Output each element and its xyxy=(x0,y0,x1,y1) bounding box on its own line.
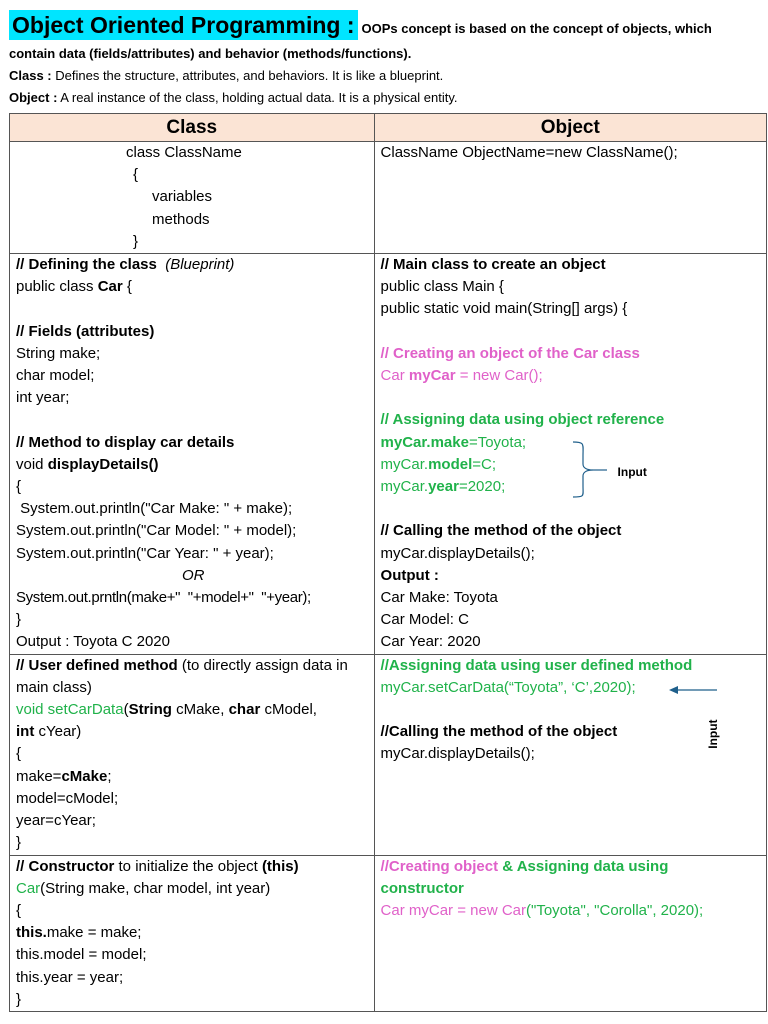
row1-object-cell xyxy=(374,142,766,254)
class-def-text: Defines the structure, attributes, and behaviors. It is like a blueprint. xyxy=(51,68,444,83)
this-year-assign: this.year = year; xyxy=(16,968,124,986)
blank-line xyxy=(381,498,760,520)
type-car: Car xyxy=(380,367,409,385)
assign-year: year=cYear; xyxy=(16,812,96,830)
table-row xyxy=(10,855,767,1011)
comment-constructor-word: constructor xyxy=(380,879,464,897)
print-model: System.out.println("Car Model: " + model); xyxy=(16,522,297,540)
table-row xyxy=(10,254,767,655)
print-combined: System.out.prntln(make+" "+model+" "+year); xyxy=(16,589,311,607)
call-display-details: myCar.displayDetails(); xyxy=(380,745,535,763)
brace-open-line: { xyxy=(16,901,22,919)
header-class: Class xyxy=(10,114,375,142)
code-line xyxy=(16,276,368,298)
field-make: String make; xyxy=(16,344,101,362)
comment-call-method: // Calling the method of the object xyxy=(380,522,622,540)
keyword-this: this. xyxy=(16,924,47,942)
assign-make: make= xyxy=(16,767,62,785)
var-mycar: myCar xyxy=(408,367,456,385)
output-make: Car Make: Toyota xyxy=(380,589,498,607)
output-label: Output : xyxy=(380,566,439,584)
code-line xyxy=(16,655,368,699)
class-name-car: Car xyxy=(97,278,123,296)
comment-assign-reference: // Assigning data using object reference xyxy=(380,411,665,429)
code-line xyxy=(16,878,368,900)
syntax-methods: methods xyxy=(152,210,210,228)
row3-class-cell xyxy=(10,654,375,855)
syntax-class-line: class ClassName xyxy=(126,144,242,161)
type-char: char xyxy=(228,701,261,719)
print-make: System.out.println("Car Make: " + make); xyxy=(16,500,293,518)
mycar-make: myCar.make xyxy=(380,433,469,451)
param-cmake: cMake, xyxy=(171,701,229,719)
table-header-row xyxy=(10,114,767,142)
code-line xyxy=(16,922,368,944)
comment-user-defined: // User defined method xyxy=(16,656,178,674)
object-def-text: A real instance of the class, holding actual data. It is a physical entity. xyxy=(57,90,458,105)
comment-assign-method: //Assigning data using user defined method xyxy=(380,656,693,674)
comment-main-class: // Main class to create an object xyxy=(380,256,606,274)
main-method: public static void main(String[] args) { xyxy=(380,300,628,318)
row2-object-cell xyxy=(374,254,766,655)
syntax-object-line: ClassName ObjectName=new ClassName(); xyxy=(380,144,678,161)
input-label: Input xyxy=(617,465,647,480)
assign-model: model=cModel; xyxy=(16,789,119,807)
object-term: Object : xyxy=(9,90,58,105)
brace-close-line: } xyxy=(16,611,22,629)
comment-constructor: // Constructor xyxy=(16,857,115,875)
type-string: String xyxy=(128,701,172,719)
blank-line xyxy=(381,387,760,409)
or-label: OR xyxy=(182,566,205,584)
constructor-args: ("Toyota", "Corolla", 2020); xyxy=(526,901,704,919)
table-row xyxy=(10,142,767,254)
blank-line xyxy=(16,409,368,431)
row3-object-cell xyxy=(374,654,766,855)
output-year: Car Year: 2020 xyxy=(380,633,481,651)
value-cmake: cMake xyxy=(61,767,108,785)
semicolon: ; xyxy=(107,767,112,785)
subtitle-part2: contain data (fields/attributes) and behavior (methods/functions). xyxy=(9,46,412,61)
brace-close-line: } xyxy=(16,834,22,852)
new-car-expr: = new Car(); xyxy=(455,367,543,385)
year-value: =2020; xyxy=(458,478,506,496)
mycar-prefix: myCar. xyxy=(380,455,429,473)
arrow-left-icon xyxy=(669,685,719,695)
year-key: year xyxy=(428,478,459,496)
public-class-main: public class Main { xyxy=(380,278,504,296)
curly-brace-icon xyxy=(571,440,611,500)
row1-class-cell xyxy=(10,142,375,254)
brace-open: { xyxy=(122,278,132,296)
comment-creating-object: //Creating object xyxy=(380,857,499,875)
class-term: Class : xyxy=(9,68,52,83)
method-display-details: displayDetails() xyxy=(47,455,159,473)
new-car-constructor: Car myCar = new Car xyxy=(380,901,526,919)
row4-object-cell xyxy=(374,855,766,1011)
intro-section xyxy=(9,10,761,109)
subtitle-part1: OOPs concept is based on the concept of objects, which xyxy=(361,21,712,36)
class-definition xyxy=(9,65,761,87)
output-line: Output : Toyota C 2020 xyxy=(16,633,170,651)
header-object: Object xyxy=(374,114,766,142)
keyword-void: void xyxy=(16,455,48,473)
keyword-public-class: public class xyxy=(16,278,98,296)
code-line xyxy=(16,454,368,476)
constructor-name: Car xyxy=(16,879,41,897)
print-year: System.out.println("Car Year: " + year); xyxy=(16,544,274,562)
comment-assigning: & Assigning data using xyxy=(498,857,669,875)
field-year: int year; xyxy=(16,389,70,407)
comment-method: // Method to display car details xyxy=(16,433,235,451)
row4-class-cell xyxy=(10,855,375,1011)
object-definition xyxy=(9,87,761,109)
comment-rest: (to directly assign data in main class) xyxy=(16,656,348,696)
comment-rest: to initialize the object xyxy=(114,857,262,875)
code-line xyxy=(381,856,760,878)
brace-close-line: } xyxy=(16,990,22,1008)
brace-open-line: { xyxy=(16,478,22,496)
blueprint-label: (Blueprint) xyxy=(165,256,235,274)
blank-line xyxy=(381,321,760,343)
page-title: Object Oriented Programming : xyxy=(9,10,358,40)
paren-open: ( xyxy=(123,701,129,719)
param-cyear: cYear) xyxy=(34,723,82,741)
constructor-params: (String make, char model, int year) xyxy=(40,879,271,897)
brace-open-line: { xyxy=(16,745,22,763)
comment-call-method: //Calling the method of the object xyxy=(380,723,618,741)
call-display-details: myCar.displayDetails(); xyxy=(380,544,535,562)
syntax-variables: variables xyxy=(152,188,213,206)
code-line xyxy=(16,766,368,788)
blank-line xyxy=(16,298,368,320)
code-line xyxy=(16,721,368,743)
code-line xyxy=(381,365,760,387)
code-line xyxy=(381,900,760,922)
model-value: =C; xyxy=(472,455,497,473)
title-row xyxy=(9,10,761,40)
model-key: model xyxy=(428,455,473,473)
syntax-close-brace: } xyxy=(133,232,139,250)
syntax-open-brace: { xyxy=(133,166,139,184)
code-line xyxy=(16,254,368,276)
comment-fields: // Fields (attributes) xyxy=(16,322,155,340)
this-label: (this) xyxy=(261,857,299,875)
make-value: =Toyota; xyxy=(468,433,527,451)
call-set-car-data: myCar.setCarData(“Toyota”, ‘C’,2020); xyxy=(380,678,636,696)
this-model-assign: this.model = model; xyxy=(16,946,147,964)
this-make-assign: make = make; xyxy=(46,924,142,942)
output-model: Car Model: C xyxy=(380,611,469,629)
comment-create-object: // Creating an object of the Car class xyxy=(380,344,640,362)
row2-class-cell xyxy=(10,254,375,655)
method-set-car-data: void setCarData xyxy=(16,701,124,719)
mycar-prefix: myCar. xyxy=(380,478,429,496)
type-int: int xyxy=(16,723,35,741)
comparison-table xyxy=(9,113,767,1012)
table-row xyxy=(10,654,767,855)
code-line xyxy=(16,856,368,878)
param-cmodel: cModel, xyxy=(260,701,317,719)
comment-define-class: // Defining the class xyxy=(16,256,157,274)
input-label-vertical: Input xyxy=(705,719,720,749)
field-model: char model; xyxy=(16,367,95,385)
code-line xyxy=(16,699,368,721)
